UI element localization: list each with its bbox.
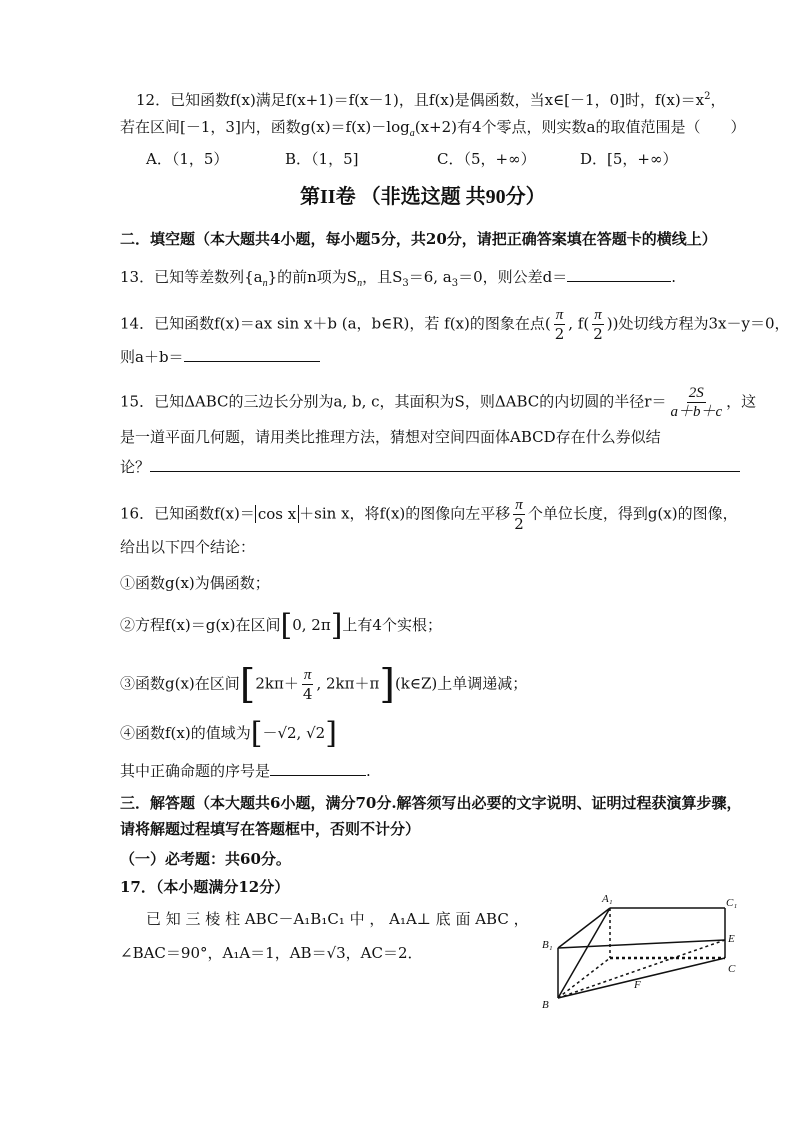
part2-title: 第II卷 （非选这题 共90分）	[300, 186, 546, 208]
q12-option-d: D．[5，+∞）	[580, 150, 678, 168]
q17-title: 17．（本小题满分12分）	[120, 878, 290, 896]
section3-heading-cont: 请将解题过程填写在答题框中，否则不计分）	[120, 820, 421, 838]
q16-conclusion-3: ③函数g(x)在区间[2kπ＋ $\frac{\pi}{4}$ , 2kπ＋π](k∈Z)上单调递减；	[120, 661, 528, 708]
edge-a1b1	[558, 908, 610, 948]
q12-line2: 若在区间[－1，3]内，函数$g(x)=f(x)-\log_a(x+2)$有4个零点，则实数a的取值范围是（ ）	[120, 118, 746, 139]
q15-answer-blank[interactable]	[150, 457, 740, 472]
prism-figure	[530, 890, 760, 1012]
q13-answer-blank[interactable]	[567, 267, 671, 282]
q17-line1: 已 知 三 棱 柱 ABC－A₁B₁C₁ 中 ， A₁A⊥ 底 面 ABC ，	[146, 910, 529, 928]
label-b: B	[542, 999, 549, 1011]
section2-heading: 二．填空题（本大题共4小题，每小题5分，共20分，请把正确答案填在答题卡的横线上）	[120, 230, 717, 248]
q13: 13．已知等差数列$\{a_n\}$的前n项为$S_n$，且$S_3=6$, $a_3=0$，则公差d＝ .	[120, 268, 677, 289]
q12-line1: 12．已知函数f(x)满足f(x+1)＝f(x－1)，且f(x)是偶函数，当x∈[－1，0]时，$f(x)=x^2$，	[136, 91, 726, 109]
edge-be	[558, 940, 725, 998]
q16-conclusion-2: ②方程f(x)＝g(x)在区间[0, 2π]上有4个实根；	[120, 608, 442, 643]
q16-answer-blank[interactable]	[270, 761, 366, 776]
q12-option-b: B．（1，5]	[285, 150, 359, 168]
q12-option-c: C．（5，+∞）	[437, 150, 536, 168]
q15-line3: 论？	[120, 456, 740, 478]
label-e: E	[728, 933, 735, 945]
section3-heading: 三．解答题（本大题共6小题，满分70分.解答须写出必要的文字说明、证明过程获演算步骤，	[120, 794, 742, 812]
q15-line2: 是一道平面几何题，请用类比推理方法，猜想对空间四面体ABCD存在什么券似结	[120, 428, 661, 446]
label-c1: C₁	[726, 897, 738, 909]
q14-answer-blank[interactable]	[184, 347, 320, 362]
section3-subheading: （一）必考题：共60分。	[120, 850, 291, 868]
q17-line2: ∠BAC＝90°，A₁A＝1，AB＝√3，AC＝2．	[120, 944, 423, 962]
q14-line2: 则a＋b＝	[120, 346, 320, 368]
q16-answer-line: 其中正确命题的序号是 .	[120, 762, 371, 780]
q12-option-a: A．（1，5）	[146, 150, 229, 168]
q16-line2: 给出以下四个结论：	[120, 538, 256, 556]
q16-conclusion-1: ①函数g(x)为偶函数；	[120, 574, 270, 592]
q16-conclusion-4: ④函数f(x)的值域为[－√2, √2]	[120, 716, 337, 751]
label-a1: A₁	[602, 893, 613, 905]
edge-b1e	[558, 940, 725, 948]
q14-line1: 14．已知函数f(x)＝ax sin x＋b (a，b∈R)，若 f(x)的图象在点( $\frac{\pi}{2}$ , f( $\frac{\pi}{2}$ ))处切线方程为3x－y＝0，	[120, 307, 790, 343]
label-f: F	[634, 979, 641, 991]
edge-ba1	[558, 908, 610, 998]
q15-line1: 15．已知ΔABC的三边长分别为a, b, c，其面积为S，则ΔABC的内切圆的半径r＝ $\frac{2S}{a+b+c}$ ，这	[120, 385, 757, 420]
label-b1: B₁	[542, 939, 553, 951]
q16-line1: 16．已知函数f(x)＝ cos x ＋sin x，将f(x)的图像向左平移 $\frac{\pi}{2}$ 个单位长度，得到g(x)的图像，	[120, 497, 738, 533]
label-c: C	[728, 963, 736, 975]
